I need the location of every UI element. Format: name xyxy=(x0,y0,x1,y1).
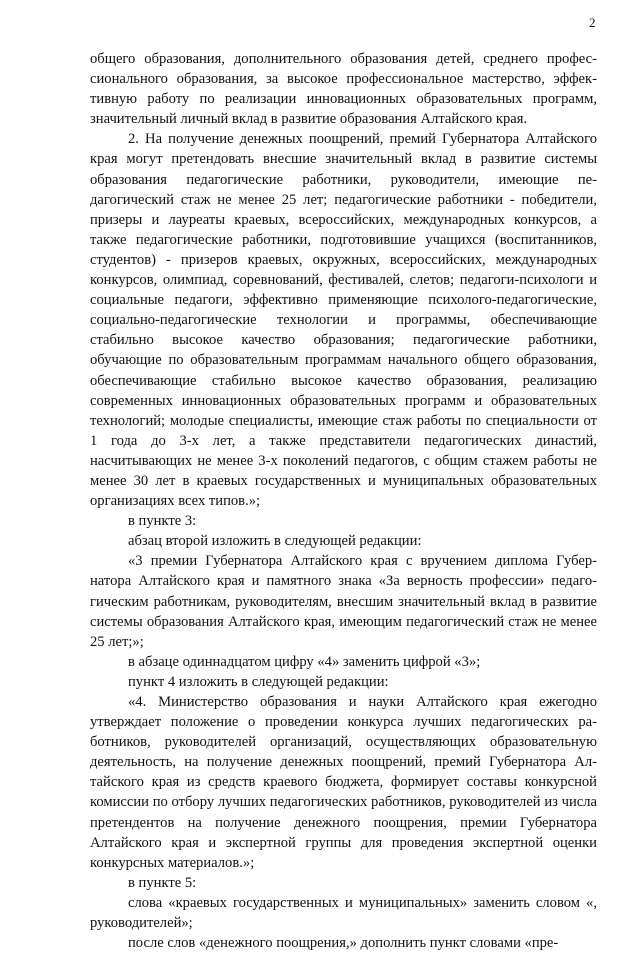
paragraph-premium-text: «3 премии Губернатора Алтайского края с вручением диплома Губернатора Алтайского края и памятного знака «За верность профессии» педагогическим работникам, руководителям, внесшим значительный вклад в развитие системы образования Алтайского края, имеющим педагогический стаж не менее 25 лет;»; xyxy=(90,553,597,650)
page-number: 2 xyxy=(589,15,596,30)
paragraph-point-5-heading: в пункте 5: xyxy=(128,874,197,891)
paragraph-words-append: после слов «денежного поощрения,» дополнить пункт словами «пре- xyxy=(128,935,559,952)
paragraph-point-3-heading: в пункте 3: xyxy=(128,513,197,530)
paragraph-continuation: общего образования, дополнительного образования детей, среднего профессионального образования, за высокое профессиональное мастерство, эффективную работу по реализации инновационных образовательных программ, значительный личный вклад в развитие образования Алтайского края. xyxy=(90,51,597,128)
paragraph-second-abzac: абзац второй изложить в следующей редакции: xyxy=(128,533,422,550)
paragraph-words-replace: слова «краевых государственных и муниципальных» заменить словом «, руководителей»; xyxy=(90,894,597,932)
paragraph-point-4-heading: пункт 4 изложить в следующей редакции: xyxy=(128,673,389,690)
document-body xyxy=(90,49,597,953)
paragraph-point-4-text: «4. Министерство образования и науки Алтайского края ежегодно утверждает положение о проведении конкурса лучших педагогических работников, руководителей организаций, осуществляющих образовательную деятельность, на получение денежных поощрений, премий Губернатора Алтайского края из средств краевого бюджета, формирует составы конкурсной комиссии по отбору лучших педагогических работников, руководителей из числа претендентов на получение денежного поощрения, премии Губернатора Алтайского края и экспертной группы для проведения экспертной оценки конкурсных материалов.»; xyxy=(90,694,597,871)
paragraph-item-2: 2. На получение денежных поощрений, премий Губернатора Алтайского края могут претендовать внесшие значительный вклад в развитие системы образования педагогические работники, руководители, имеющие педагогический стаж не менее 25 лет; педагогические работники - победители, призеры и лауреаты краевых, всероссийских, международных конкурсов, а также педагогические работники, подготовившие учащихся (воспитанников, студентов) - призеров краевых, окружных, всероссийских, международных конкурсов, олимпиад, соревнований, фестивалей, слетов; педагоги-психологи и социальные педагоги, эффективно применяющие психолого-педагогические, социально-педагогические технологии и программы, обеспечивающие стабильно высокое качество образования; педагогические работники, обучающие по образовательным программам начального общего образования, обеспечивающие стабильно высокое качество образования, реализацию современных инновационных образовательных программ и образовательных технологий; молодые специалисты, имеющие стаж работы по специальности от 1 года до 3-х лет, а также представители педагогических династий, насчитывающих не менее 3-х поколений педагогов, с общим стажем работы не менее 30 лет в краевых государственных и муниципальных образовательных организациях всех типов.»; xyxy=(90,131,597,510)
paragraph-eleventh-abzac: в абзаце одиннадцатом цифру «4» заменить цифрой «3»; xyxy=(128,653,481,670)
